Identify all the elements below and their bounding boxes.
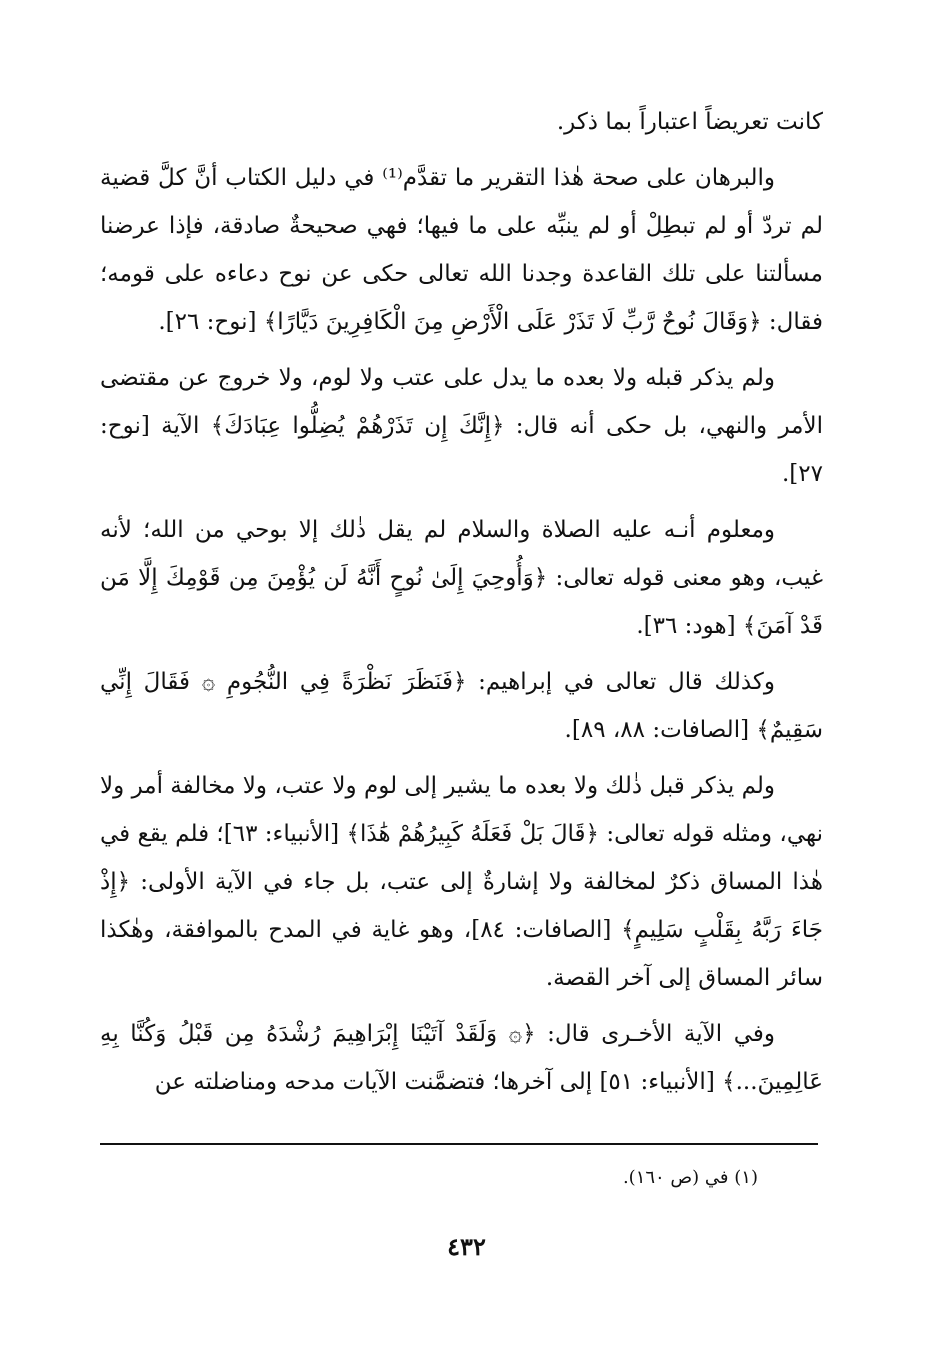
body-text — [100, 98, 823, 1114]
paragraph: ومعلوم أنـه عليه الصلاة والسلام لم يقل ذٰلك إلا بوحي من الله؛ لأنه غيب، وهو معنى قوله تعالى: ﴿وَأُوحِيَ إِلَىٰ نُوحٍ أَنَّهُ لَن يُؤْمِنَ مِن قَوْمِكَ إِلَّا مَن قَدْ آمَنَ﴾ [هود: ٣٦]. — [100, 517, 823, 639]
footnote-divider — [100, 1143, 818, 1145]
footnote: (١) في (ص ١٦٠). — [622, 1167, 758, 1188]
paragraph: ولم يذكر قبل ذٰلك ولا بعده ما يشير إلى لوم ولا عتب، ولا مخالفة أمر ولا نهي، ومثله قوله تعالى: ﴿قَالَ بَلْ فَعَلَهُ كَبِيرُهُمْ هَٰذَا﴾ [الأنبياء: ٦٣]؛ فلم يقع في هٰذا المساق ذكرٌ لمخالفة ولا إشارةٌ إلى عتب، بل جاء في الآية الأولى: ﴿إِذْ جَاءَ رَبَّهُ بِقَلْبٍ سَلِيمٍ﴾ [الصافات: ٨٤]، وهو غاية في المدح بالموافقة، وهٰكذا سائر المساق إلى آخر القصة. — [100, 773, 824, 991]
paragraph: وفي الآية الأخـرى قال: ﴿۞ وَلَقَدْ آتَيْنَا إِبْرَاهِيمَ رُشْدَهُ مِن قَبْلُ وَكُنَّا بِهِ عَالِمِينَ...﴾ [الأنبياء: ٥١] إلى آخرها؛ فتضمَّنت الآيات مدحه ومناضلته عن — [100, 1021, 823, 1095]
paragraph: كانت تعريضاً اعتباراً بما ذكر. — [556, 109, 823, 135]
paragraph: وكذلك قال تعالى في إبراهيم: ﴿فَنَظَرَ نَظْرَةً فِي النُّجُومِ ۞ فَقَالَ إِنِّي سَقِيمٌ﴾ [الصافات: ٨٨، ٨٩]. — [100, 669, 823, 743]
page-number: ٤٣٢ — [447, 1232, 486, 1261]
paragraph: ولم يذكر قبله ولا بعده ما يدل على عتب ولا لوم، ولا خروج عن مقتضى الأمر والنهي، بل حكى أنه قال: ﴿إِنَّكَ إِن تَذَرْهُمْ يُضِلُّوا عِبَادَكَ﴾ الآية [نوح: ٢٧]. — [100, 365, 823, 487]
paragraph: والبرهان على صحة هٰذا التقرير ما تقدَّم⁽¹⁾ في دليل الكتاب أنَّ كلَّ قضية لم تردّ أو لم تبطِلْ أو لم ينبِّه على ما فيها؛ فهي صحيحةٌ صادقة، فإذا عرضنا مسألتنا على تلك القاعدة وجدنا الله تعالى حكى عن نوح دعاءه على قومه؛ فقال: ﴿وَقَالَ نُوحٌ رَّبِّ لَا تَذَرْ عَلَى الْأَرْضِ مِنَ الْكَافِرِينَ دَيَّارًا﴾ [نوح: ٢٦]. — [100, 165, 823, 335]
